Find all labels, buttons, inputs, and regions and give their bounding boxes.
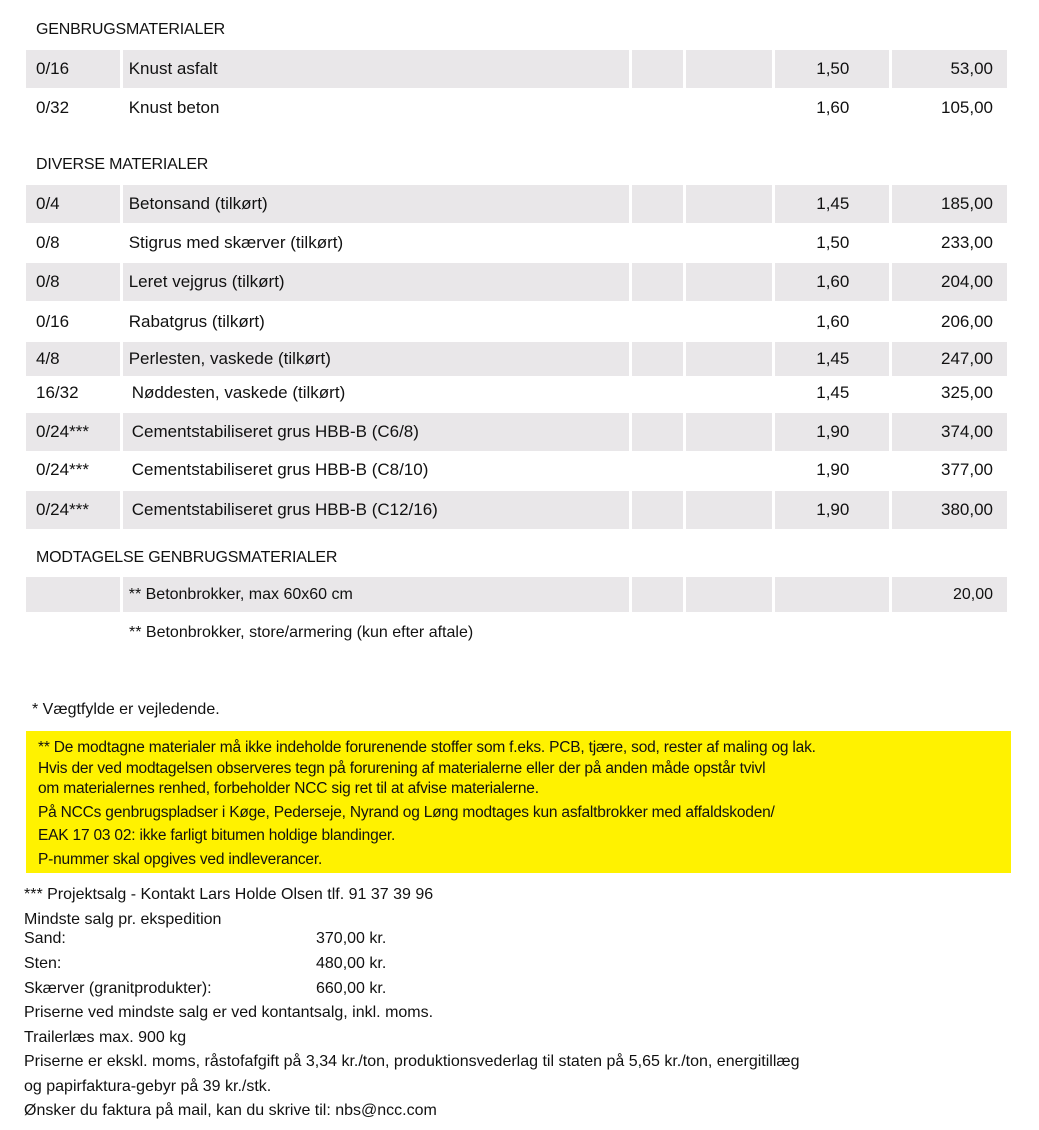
material-name: Cementstabiliseret grus HBB-B (C8/10)	[131, 460, 429, 479]
table-row	[26, 185, 1007, 223]
material-density: 1,90	[775, 413, 890, 451]
material-density: 1,60	[775, 263, 890, 301]
material-price: 233,00	[941, 233, 993, 252]
table-row	[26, 263, 1007, 301]
table-row	[26, 376, 1007, 410]
material-price: 185,00	[892, 185, 1007, 223]
table-row	[26, 50, 1007, 88]
material-density	[775, 577, 890, 612]
material-code: 0/8	[36, 233, 60, 252]
min-sale-label: Sten:	[24, 955, 62, 972]
material-code: 0/24***	[26, 413, 120, 451]
note-line: og papirfaktura-gebyr på 39 kr./stk.	[24, 1078, 272, 1095]
material-name: Cementstabiliseret grus HBB-B (C12/16)	[123, 491, 629, 529]
material-price: 53,00	[892, 50, 1007, 88]
material-price: 20,00	[892, 577, 1007, 612]
table-row	[26, 615, 1007, 651]
material-code: 0/4	[26, 185, 120, 223]
notice-line: På NCCs genbrugspladser i Køge, Pederseje, Nyrand og Løng modtages kun asfaltbrokker med affaldskoden/	[38, 803, 775, 821]
material-density: 1,45	[775, 342, 890, 376]
material-name: Cementstabiliseret grus HBB-B (C6/8)	[123, 413, 629, 451]
table-row	[26, 451, 1007, 489]
notice-line: ** De modtagne materialer må ikke indeholde forurenende stoffer som f.eks. PCB, tjære, sod, rester af maling og lak.	[38, 739, 816, 756]
notice-line: Hvis der ved modtagelsen observeres tegn på forurening af materialerne eller der på anden måde opstår tvivl	[38, 759, 766, 777]
material-density: 1,45	[775, 185, 890, 223]
note-line: Priserne ved mindste salg er ved kontantsalg, inkl. moms.	[24, 1004, 434, 1021]
min-sale-value: 370,00 kr.	[316, 930, 387, 947]
material-name: Knust beton	[128, 98, 220, 117]
material-code	[26, 577, 120, 612]
table-row	[26, 413, 1007, 451]
section-title-genbrug: GENBRUGSMATERIALER	[36, 21, 226, 38]
material-name: Rabatgrus (tilkørt)	[128, 312, 265, 331]
material-price: 377,00	[941, 460, 993, 479]
min-sale-value: 660,00 kr.	[316, 980, 387, 997]
material-code	[26, 615, 120, 651]
table-row	[26, 224, 1007, 262]
table-row	[26, 89, 1007, 127]
notice-line: EAK 17 03 02: ikke farligt bitumen holdige blandinger.	[38, 827, 396, 844]
contamination-notice	[26, 731, 1011, 873]
material-density: 1,60	[816, 312, 850, 331]
material-code: 16/32	[36, 383, 79, 402]
material-name: Knust asfalt	[123, 50, 629, 88]
section-title-modtagelse: MODTAGELSE GENBRUGSMATERIALER	[36, 549, 338, 566]
table-row	[26, 342, 1007, 376]
material-price: 374,00	[892, 413, 1007, 451]
min-sale-label: Skærver (granitprodukter):	[24, 980, 212, 997]
material-name: Leret vejgrus (tilkørt)	[123, 263, 629, 301]
material-code: 0/32	[36, 98, 70, 117]
material-code: 4/8	[26, 342, 120, 376]
section-title-diverse: DIVERSE MATERIALER	[36, 156, 209, 173]
table-row	[26, 303, 1007, 341]
material-price: 206,00	[941, 312, 993, 331]
note-line: Trailerlæs max. 900 kg	[24, 1029, 187, 1046]
material-name: Perlesten, vaskede (tilkørt)	[123, 342, 629, 376]
min-sale-label: Sand:	[24, 930, 66, 947]
material-name: Betonsand (tilkørt)	[123, 185, 629, 223]
material-density: 1,60	[816, 98, 850, 117]
material-name: ** Betonbrokker, max 60x60 cm	[123, 577, 629, 612]
material-code: 0/16	[36, 312, 70, 331]
material-price: 105,00	[941, 98, 993, 117]
material-density: 1,45	[816, 383, 850, 402]
material-price: 380,00	[892, 491, 1007, 529]
table-row	[26, 491, 1007, 529]
material-code: 0/16	[26, 50, 120, 88]
material-price: 204,00	[892, 263, 1007, 301]
material-price: 247,00	[892, 342, 1007, 376]
material-name: ** Betonbrokker, store/armering (kun efter aftale)	[129, 624, 474, 641]
min-sale-title: Mindste salg pr. ekspedition	[24, 911, 222, 928]
material-density: 1,90	[775, 491, 890, 529]
material-density: 1,50	[816, 233, 850, 252]
density-footnote: * Vægtfylde er vejledende.	[32, 701, 220, 718]
table-row	[26, 577, 1007, 612]
material-code: 0/24***	[36, 460, 89, 479]
material-density: 1,50	[775, 50, 890, 88]
material-price: 325,00	[941, 383, 993, 402]
material-density: 1,90	[816, 460, 850, 479]
note-line: Priserne er ekskl. moms, råstofafgift på 3,34 kr./ton, produktionsvederlag til staten på 5,65 kr./ton, energitillæg	[24, 1053, 800, 1070]
material-name: Stigrus med skærver (tilkørt)	[128, 233, 344, 252]
invoice-email-note: Ønsker du faktura på mail, kan du skrive til: nbs@ncc.com	[24, 1102, 437, 1119]
material-code: 0/24***	[26, 491, 120, 529]
notice-line: om materialernes renhed, forbeholder NCC sig ret til at afvise materialerne.	[38, 780, 539, 797]
material-code: 0/8	[26, 263, 120, 301]
min-sale-value: 480,00 kr.	[316, 955, 387, 972]
material-name: Nøddesten, vaskede (tilkørt)	[131, 383, 346, 402]
notice-line: P-nummer skal opgives ved indleverancer.	[38, 850, 323, 868]
project-sale-contact: *** Projektsalg - Kontakt Lars Holde Olsen tlf. 91 37 39 96	[24, 886, 434, 903]
